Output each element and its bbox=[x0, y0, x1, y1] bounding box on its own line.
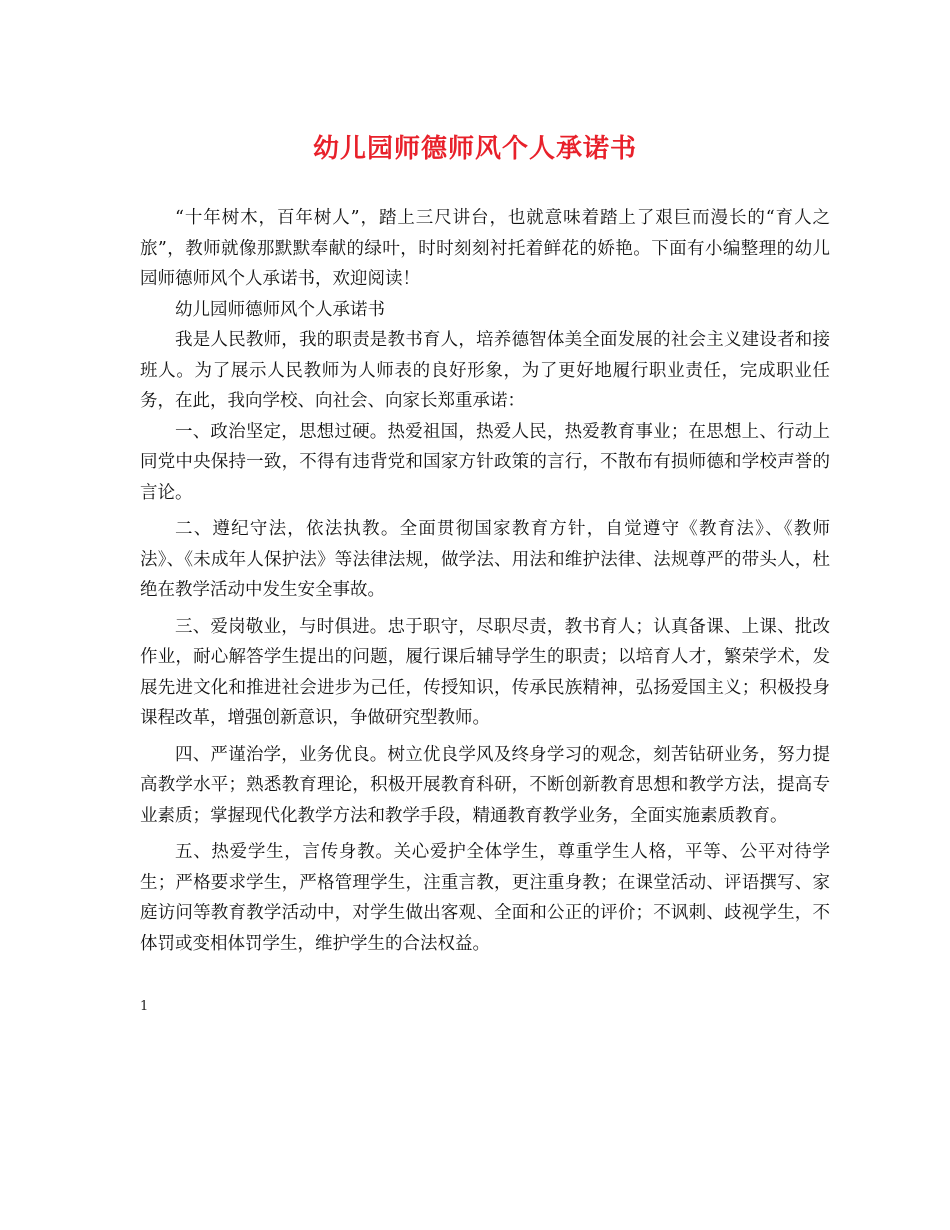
intro-paragraph: “十年树木，百年树人”，踏上三尺讲台，也就意味着踏上了艰巨而漫长的“育人之旅”，教师就像那默默奉献的绿叶，时时刻刻衬托着鲜花的娇艳。下面有小编整理的幼儿园师德师风个人承诺书，欢迎阅读！ bbox=[140, 208, 830, 289]
document-body bbox=[140, 203, 830, 959]
subheading-paragraph: 幼儿园师德师风个人承诺书 bbox=[175, 299, 385, 320]
pledge-intro-paragraph: 我是人民教师，我的职责是教书育人，培养德智体美全面发展的社会主义建设者和接班人。为了展示人民教师为人师表的良好形象，为了更好地履行职业责任，完成职业任务，在此，我向学校、向社会、向家长郑重承诺： bbox=[140, 330, 830, 411]
page-number: 1 bbox=[140, 999, 149, 1014]
pledge-item-4: 四、严谨治学，业务优良。树立优良学风及终身学习的观念，刻苦钻研业务，努力提高教学水平；熟悉教育理论，积极开展教育科研，不断创新教育思想和教学方法，提高专业素质；掌握现代化教学方法和教学手段，精通教育教学业务，全面实施素质教育。 bbox=[140, 744, 830, 826]
document-title: 幼儿园师德师风个人承诺书 bbox=[312, 134, 637, 164]
pledge-item-5: 五、热爱学生，言传身教。关心爱护全体学生，尊重学生人格，平等、公平对待学生；严格要求学生，严格管理学生，注重言教，更注重身教；在课堂活动、评语撰写、家庭访问等教育教学活动中，对学生做出客观、全面和公正的评价；不讽刺、歧视学生，不体罚或变相体罚学生，维护学生的合法权益。 bbox=[140, 842, 830, 954]
pledge-item-2: 二、遵纪守法，依法执教。全面贯彻国家教育方针，自觉遵守《教育法》、《教师法》、《未成年人保护法》等法律法规，做学法、用法和维护法律、法规尊严的带头人，杜绝在教学活动中发生安全事故。 bbox=[140, 519, 830, 600]
pledge-item-1: 一、政治坚定，思想过硬。热爱祖国，热爱人民，热爱教育事业；在思想上、行动上同党中央保持一致，不得有违背党和国家方针政策的言行，不散布有损师德和学校声誉的言论。 bbox=[140, 421, 830, 503]
pledge-item-3: 三、爱岗敬业，与时俱进。忠于职守，尽职尽责，教书育人；认真备课、上课、批改作业，耐心解答学生提出的问题，履行课后辅导学生的职责；以培育人才，繁荣学术，发展先进文化和推进社会进步为己任，传授知识，传承民族精神，弘扬爱国主义；积极投身课程改革，增强创新意识，争做研究型教师。 bbox=[140, 616, 830, 728]
